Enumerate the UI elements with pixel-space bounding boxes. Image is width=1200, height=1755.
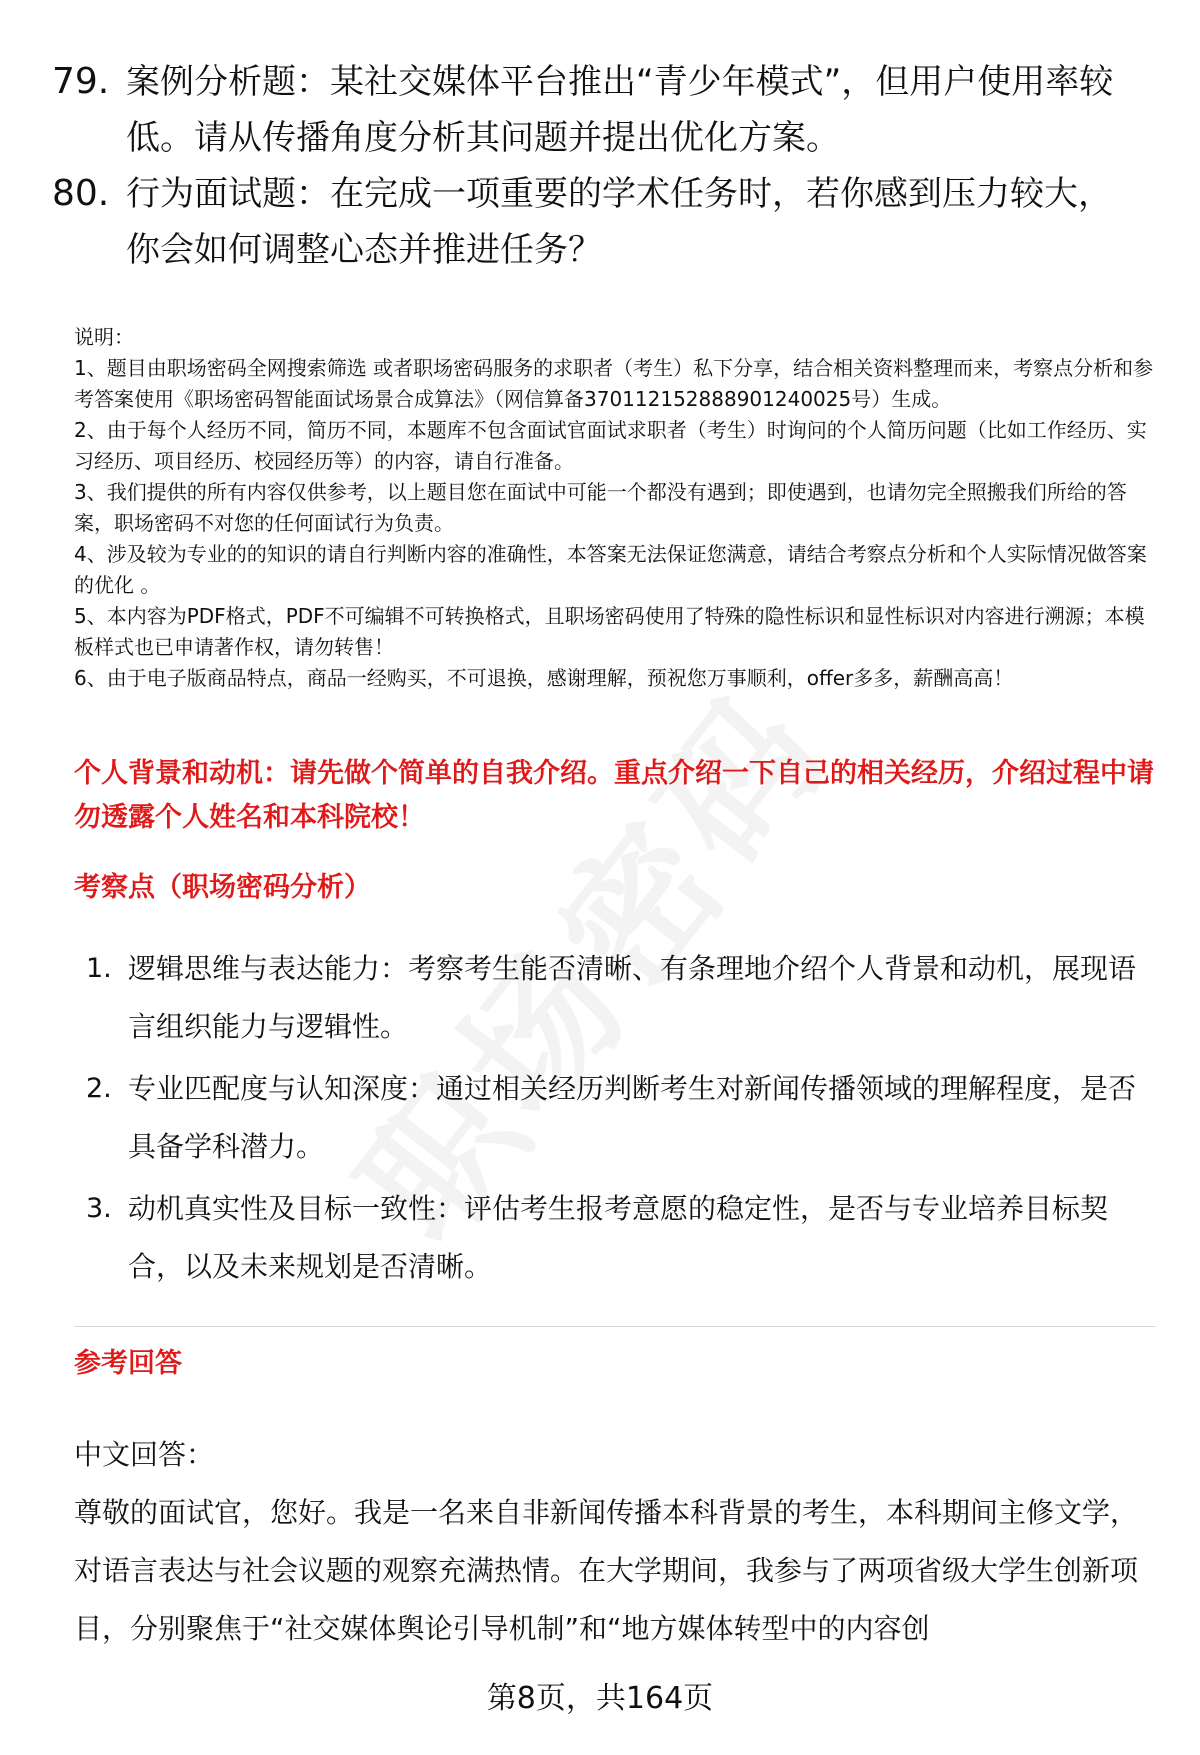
note-item: 3、我们提供的所有内容仅供参考，以上题目您在面试中可能一个都没有遇到；即使遇到，也请勿完全照搬我们所给的答案，职场密码不对您的任何面试行为负责。 <box>74 480 1127 535</box>
page-footer: 第8页，共164页 <box>486 1681 714 1716</box>
answer-label: 中文回答： <box>74 1438 215 1471</box>
notes-section <box>74 322 1154 694</box>
note-item: 6、由于电子版商品特点，商品一经购买，不可退换，感谢理解，预祝您万事顺利，offer多多，薪酬高高！ <box>74 666 1014 690</box>
analysis-point <box>74 1060 1154 1176</box>
point-number: 1. <box>86 953 112 984</box>
note-item: 2、由于每个人经历不同，简历不同，本题库不包含面试官面试求职者（考生）时询问的个人简历问题（比如工作经历、实习经历、项目经历、校园经历等）的内容，请自行准备。 <box>74 418 1147 473</box>
point-text: 动机真实性及目标一致性：评估考生报考意愿的稳定性，是否与专业培养目标契合，以及未来规划是否清晰。 <box>128 1192 1109 1283</box>
question-80 <box>52 166 1132 278</box>
analysis-point <box>74 940 1154 1056</box>
point-number: 2. <box>86 1073 112 1104</box>
analysis-heading: 考察点（职场密码分析） <box>74 872 371 903</box>
question-text: 案例分析题：某社交媒体平台推出“青少年模式”，但用户使用率较低。请从传播角度分析其问题并提出优化方案。 <box>126 62 1114 158</box>
point-text: 专业匹配度与认知深度：通过相关经历判断考生对新闻传播领域的理解程度，是否具备学科潜力。 <box>128 1072 1137 1163</box>
analysis-point <box>74 1180 1154 1296</box>
question-number: 79. <box>52 61 110 102</box>
section-question: 个人背景和动机：请先做个简单的自我介绍。重点介绍一下自己的相关经历，介绍过程中请勿透露个人姓名和本科院校！ <box>74 758 1154 833</box>
point-number: 3. <box>86 1193 112 1224</box>
answer-body <box>74 1426 1156 1658</box>
question-text: 行为面试题：在完成一项重要的学术任务时，若你感到压力较大，你会如何调整心态并推进任务？ <box>126 174 1112 270</box>
divider <box>74 1326 1156 1327</box>
answer-text: 尊敬的面试官，您好。我是一名来自非新闻传播本科背景的考生，本科期间主修文学，对语言表达与社会议题的观察充满热情。在大学期间，我参与了两项省级大学生创新项目，分别聚焦于“社交媒体舆论引导机制”和“地方媒体转型中的内容创 <box>74 1496 1139 1645</box>
answer-heading: 参考回答 <box>74 1348 182 1379</box>
analysis-points <box>74 940 1154 1300</box>
question-number: 80. <box>52 173 110 214</box>
point-text: 逻辑思维与表达能力：考察考生能否清晰、有条理地介绍个人背景和动机，展现语言组织能力与逻辑性。 <box>128 952 1137 1043</box>
note-item: 1、题目由职场密码全网搜索筛选 或者职场密码服务的求职者（考生）私下分享，结合相关资料整理而来，考察点分析和参考答案使用《职场密码智能面试场景合成算法》（网信算备370112152888901240025号）生成。 <box>74 356 1154 411</box>
note-item: 4、涉及较为专业的的知识的请自行判断内容的准确性，本答案无法保证您满意，请结合考察点分析和个人实际情况做答案的优化 。 <box>74 542 1147 597</box>
notes-title: 说明： <box>74 325 134 349</box>
note-item: 5、本内容为PDF格式，PDF不可编辑不可转换格式，且职场密码使用了特殊的隐性标识和显性标识对内容进行溯源；本模板样式也已申请著作权，请勿转售！ <box>74 604 1145 659</box>
question-79 <box>52 54 1132 166</box>
